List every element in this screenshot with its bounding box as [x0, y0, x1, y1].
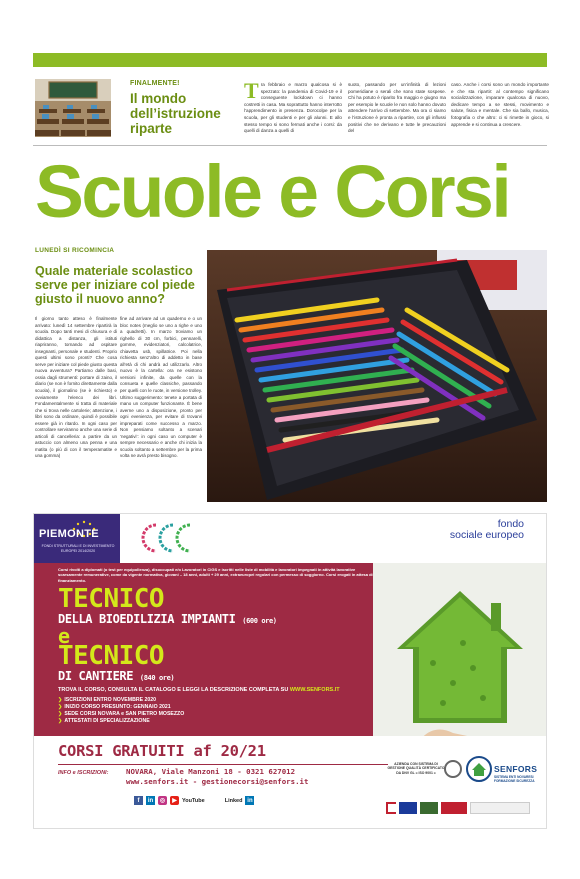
ad-footer [34, 736, 547, 829]
bullet-text: ATTESTATI DI SPECIALIZZAZIONE [64, 718, 150, 724]
eu-flag-icon [399, 802, 417, 814]
catalog-site: WWW.SENFORS.IT [289, 687, 340, 693]
course-2-title: TECNICO [58, 641, 165, 671]
bullet-item [58, 711, 184, 718]
divider [58, 764, 388, 765]
teaser-column-2: suoto, passando per un’infinità di lezioni pomeridiane o serali che sono state sospese. Chi ha potuto è riparito fra maggio e giugno ma per esempio le scuole le non solo hanno dovuto attendere l’arrivo di settembre. Ma ora ci siamo e l’istruzione è pronta a ripartire, con gli influssi positivi che ne derivano e tutte le precauzioni del [348, 82, 446, 134]
piemonte-label: PIEMONTE [39, 528, 99, 540]
teaser-section [33, 74, 547, 146]
teaser-column-1-text: ra febbraio e marzo qualcosa si è spezzato: la pandemia di Covid-19 e il conseguente lockdown ci hanno costretti in casa. Ma soprattutto hanno interrotto l’apprendimento in presenza. Dorocolpe per la scuola, per gli studenti e per gli alunni. E allo stesso tempo si sono fermati anche i corsi: da quelli di danza a quelli di [244, 82, 342, 134]
pencil-case-photo [207, 250, 547, 502]
arrow-icon: ❯ [58, 704, 63, 710]
linkedin-icon[interactable]: in [147, 797, 154, 804]
teaser-column-1 [244, 82, 342, 144]
ccc-logo [138, 517, 198, 564]
teaser-column-3: caso. Anche i corsi sono un mondo importante e che sta ripartir: al contempo significano socializzazione, imparare qualcosa di nuovo, dedicare tempo a se stessi, movimento e salute, fisica e mentale. Che sia ballo, musica, fotografia o che altro: ci si rimette in gioco, si apprende e si continua a crescere. [451, 82, 549, 127]
senfors-subtitle: SISTEMA ENTI NOVARESI FORMAZIONE SICUREZZA [494, 775, 535, 783]
contact-block [126, 767, 308, 787]
youtube-icon[interactable]: ▶ [170, 796, 179, 805]
top-green-bar [33, 53, 547, 67]
dropcap: T [244, 82, 259, 103]
arrow-icon: ❯ [58, 718, 63, 724]
ad-intro: Corsi rivolti a diplomati (o test per equipollenza), disoccupati e/o Lavoratori in CIGS e iscritti nelle liste di mobilità e lavoratori impegnati in attività lavorative scarsamente remunerative, come da vigente normativa, giovani – 18 anni, adulti + 29 anni, extraeuropei regolari con permesso di soggiorno. Corsi erogati in attesa di finanziamento. [58, 567, 373, 583]
course-2-name: DI CANTIERE [58, 669, 134, 683]
teaser-kicker: FINALMENTE! [130, 80, 180, 87]
senfors-advertisement [33, 513, 547, 829]
instagram-icon[interactable]: ◎ [159, 798, 166, 804]
piemonte-logo-box [34, 514, 120, 563]
fondi-label: FONDI STRUTTURALI E DI INVESTIMENTO EUROPEI 2014/2020 [41, 544, 115, 553]
course-bullets [58, 697, 184, 725]
course-1-name: DELLA BIOEDILIZIA IMPIANTI [58, 612, 236, 626]
fse-label [450, 519, 524, 541]
course-1-subtitle [58, 612, 277, 628]
article-title: Quale materiale scolastico serve per iniziare col piede giusto il nuovo anno? [35, 264, 195, 306]
course-1-title: TECNICO [58, 584, 165, 614]
institution-logos [386, 802, 544, 814]
teaser-title: Il mondo dell’istruzione riparte [130, 91, 221, 136]
youtube-label[interactable]: YouTube [182, 797, 205, 804]
senfors-name: SENFORS [494, 764, 538, 774]
regione-piemonte-logo [441, 802, 467, 814]
course-1-hours: (600 ore) [242, 617, 277, 625]
info-label: INFO e ISCRIZIONI: [58, 770, 109, 776]
senfors-house-icon [466, 756, 492, 782]
course-2-subtitle [58, 669, 174, 685]
facebook-icon[interactable]: f [134, 796, 143, 805]
ad-header [34, 514, 547, 563]
senfors-logo-block [386, 748, 544, 828]
linkedin-label[interactable]: Linked [224, 797, 243, 804]
bullet-text: SEDE CORSI NOVARA e SAN PIETRO MOSEZZO [64, 711, 185, 717]
bullet-text: ISCRIZIONI ENTRO NOVEMBRE 2020 [64, 697, 157, 703]
section-masthead: Scuole e Corsi [35, 150, 510, 233]
partner-logo [470, 802, 530, 814]
bullet-item [58, 718, 184, 725]
free-courses-headline: CORSI GRATUITI af 20/21 [58, 742, 266, 760]
bullet-item [58, 697, 184, 704]
catalog-text: TROVA IL CORSO, CONSULTA IL CATALOGO E LEGGI LA DESCRIZIONE COMPLETA SU [58, 687, 289, 693]
certification-badge-icon [444, 760, 462, 778]
web-email: www.senfors.it - gestionecorsi@senfors.it [126, 777, 309, 786]
article-column-1: Il giorno tanto atteso è finalmente arrivato: lunedì 14 settembre ripartirà la scuola. Dopo tanti mesi di chiusura e di didattica a distanza, gli istituti riapriranno, tornando ad ospitare insegnanti, personale e studenti. Proprio questi ultimi sono pronti? Che cosa serve per iniziare col piede giusto questa nuova avventura? Partiamo dalle basi, ossia dagli strumenti: portare di zaino, il diario (se non è fornito direttamente dalla scuola), il giornalino (se è richiesto) e ovviamente l’elenco dei libri. Fondamentalmente si tratta di materiale che si trova nelle cartolerie; attenzione, i libri sono da ordinare, quindi è possibile essere già in ritardo. In ogni caso per controllare serviranno anche una serie di articoli di cancelleria: a partire da un astuccio con almeno una penna e una matita (o più di con il temperamatite e una gomma) [35, 316, 117, 459]
linkedin-in-icon[interactable]: in [247, 797, 253, 804]
classroom-photo [35, 79, 111, 137]
address: NOVARA, Viale Manzoni 18 - 0321 627012 [126, 767, 296, 776]
arrow-icon: ❯ [58, 697, 63, 703]
fse-line-1: fondo [497, 518, 524, 530]
social-links [134, 796, 254, 805]
republic-logo-icon [420, 802, 438, 814]
article-kicker: LUNEDÌ SI RICOMINCIA [35, 247, 115, 254]
bullet-item [58, 704, 184, 711]
fse-line-2: sociale europeo [449, 529, 524, 541]
arrow-icon: ❯ [58, 711, 63, 717]
region-logo-icon [386, 802, 396, 814]
course-2-hours: (840 ore) [139, 674, 175, 682]
article-column-3: fine ad arrivare ad un quaderno e o un bloc notes (meglio se uno a righe e uno a quadretti). In marzo troviamo un righello di 30 cm, forbici, pennarelli, gomme, evidenziatori, calcolatrice, chiavetta usb, spillatrice. Poi nella richiesta senz’altro di addetto in base all’età di chi andrà ad utilizzarlo. Altro nuovo è la cartella: ora ne esistono versioni infinite, da quelle con la consueta e quelle classiche, passando per quelli con le ruote, in versione trolley. Ultimo suggerimento: tenete a portata di mano un computer funzionante. È bene averne uno a disposizione, pronto per ogni evenienza, per evitare di trovarvi impreparati come successo a marzo. Non pensiamo soltanto a scenari ‘negativi’: in ogni caso un computer è sempre necessario e anche chi inizia la scuola soltanto a settembre per la prima volta ne avrà presto bisogno. [120, 316, 202, 459]
bullet-text: INIZIO CORSO PRESUNTO: GENNAIO 2021 [64, 704, 171, 710]
certification-text: AZIENDA CON SISTEMA DI GESTIONE QUALITÀ CERTIFICATO DA DNV GL = ISO 9001 = [387, 762, 445, 775]
conjunction: e [58, 624, 71, 648]
catalog-line [58, 687, 368, 694]
